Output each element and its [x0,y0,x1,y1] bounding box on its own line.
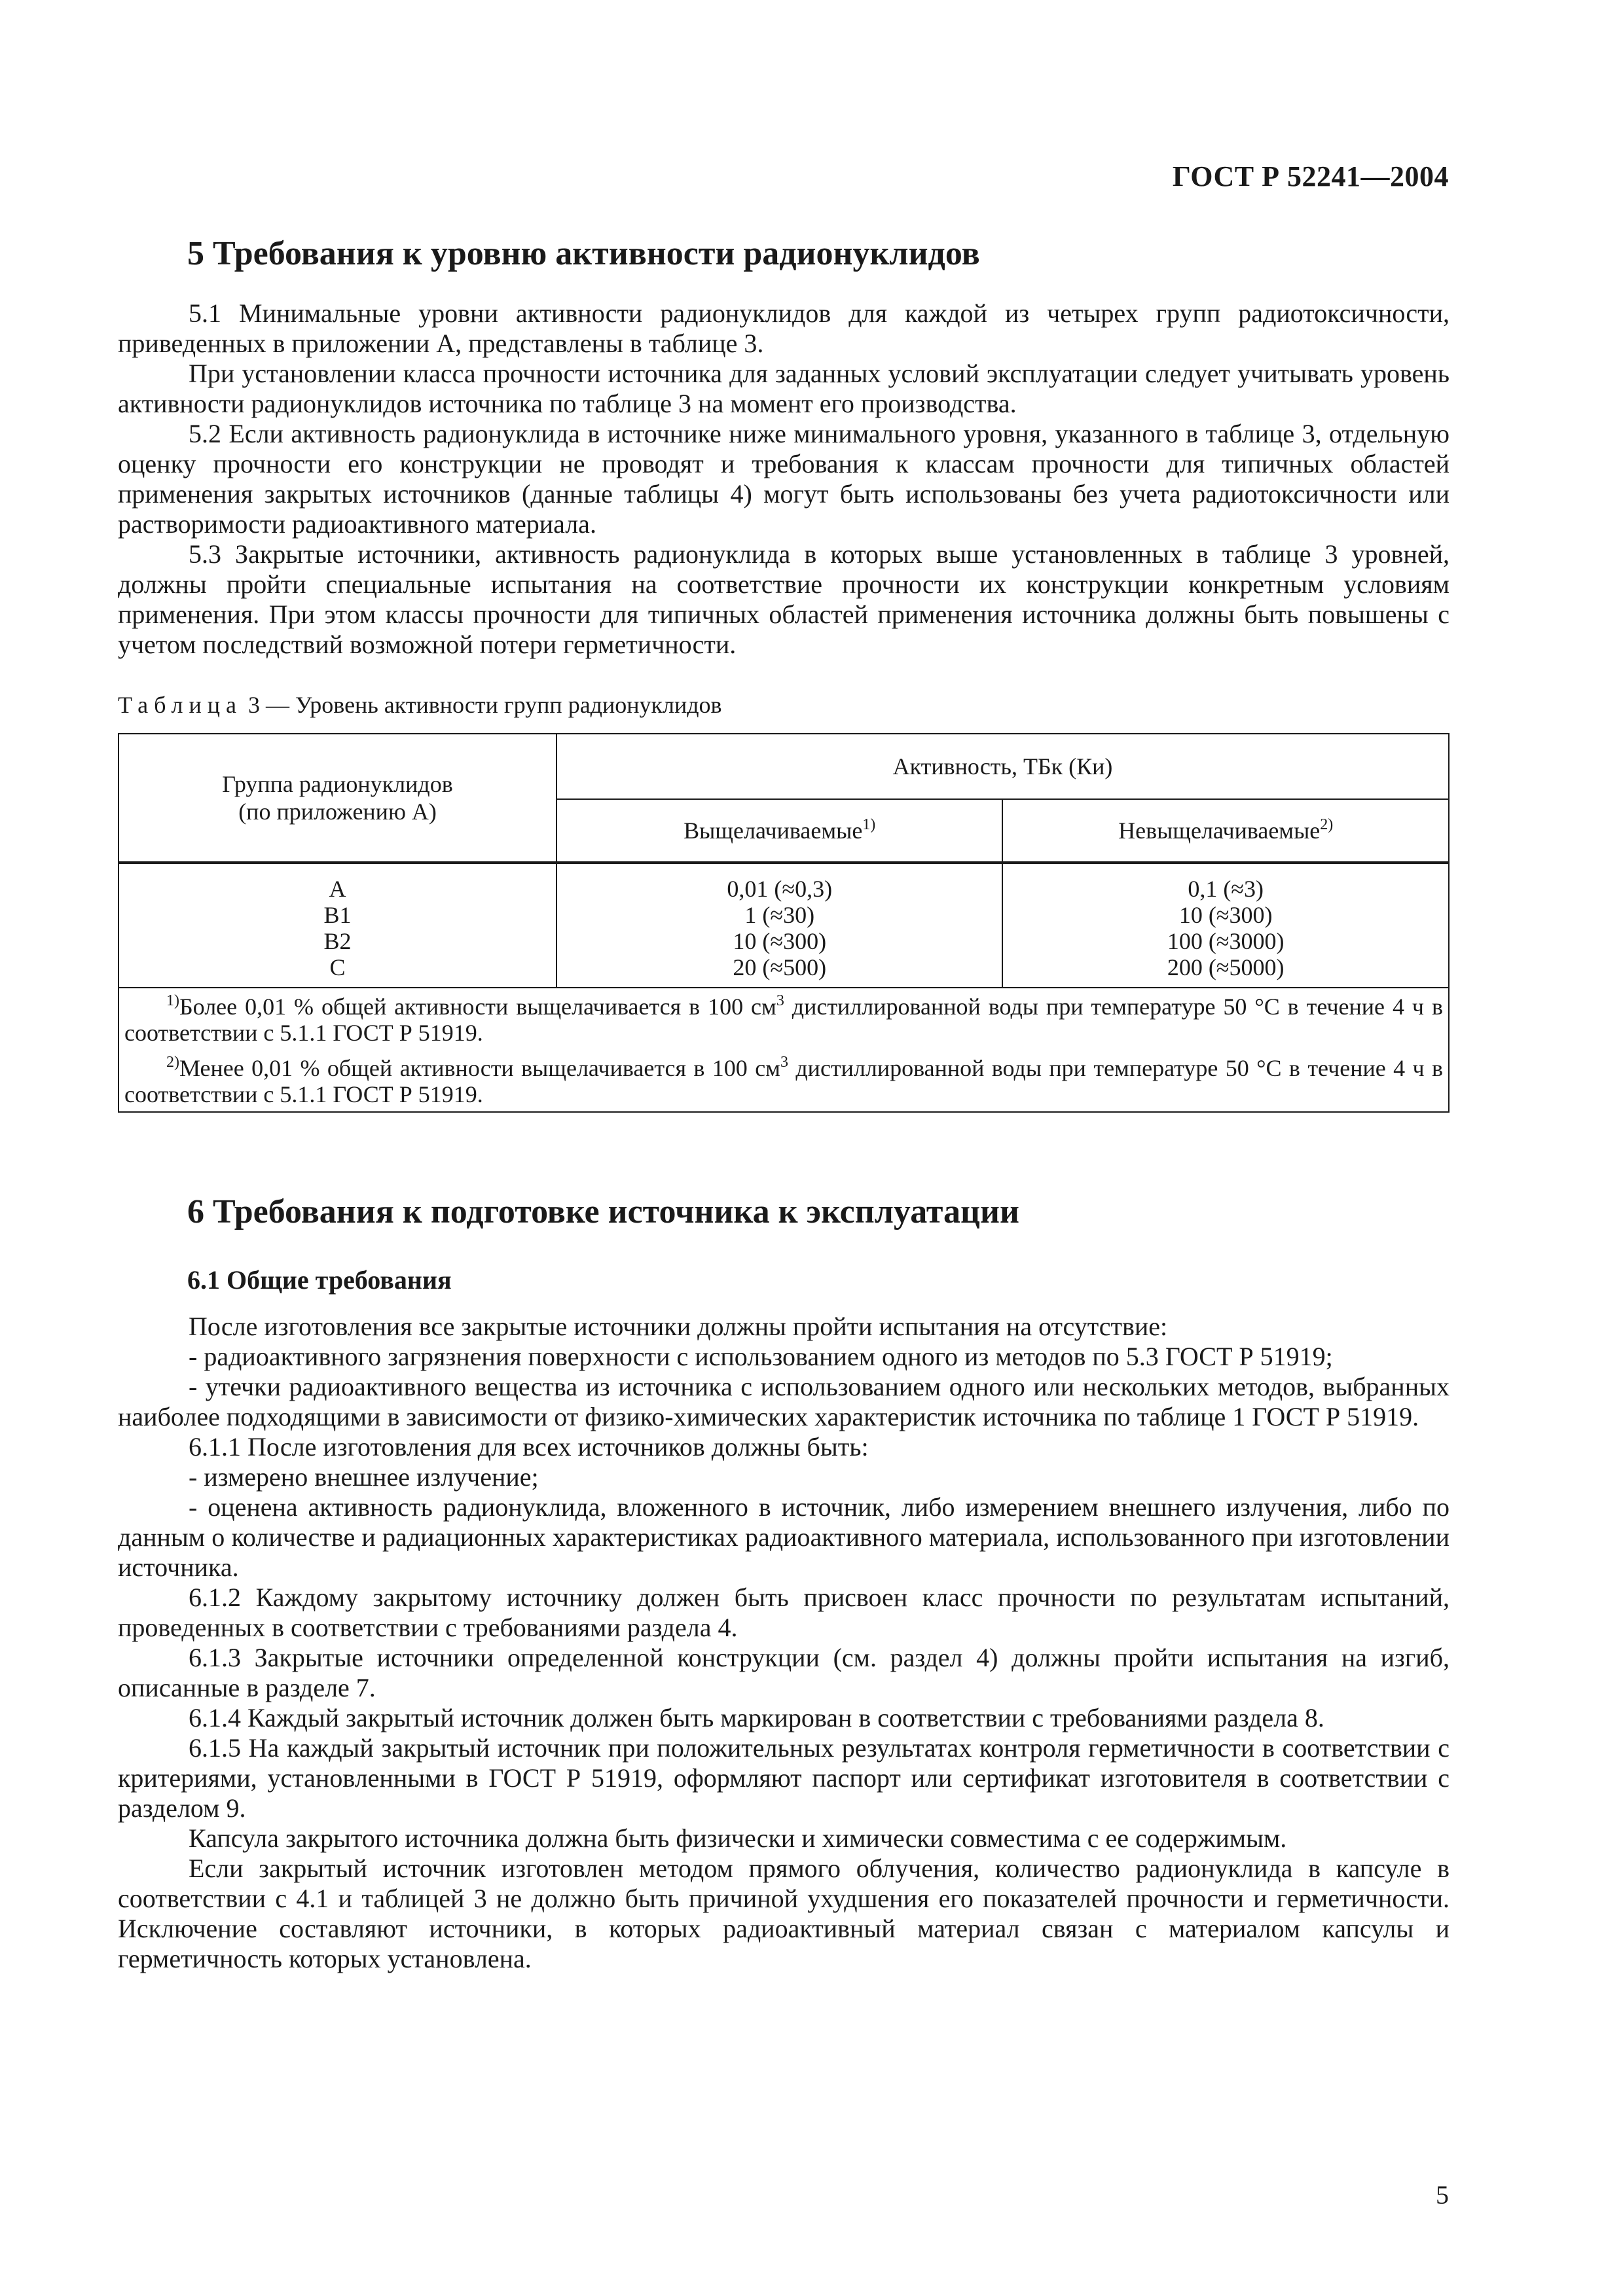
footnote-2-text-a: Менее 0,01 % общей активности выщелачивается в 100 см [179,1055,780,1081]
paragraph: При установлении класса прочности источника для заданных условий эксплуатации следует учитывать уровень активности радионуклидов источника по таблице 3 на момент его производства. [118,359,1450,418]
list-item: - утечки радиоактивного вещества из источника с использованием одного или нескольких методов, выбранных наиболее подходящими в зависимости от физико-химических характеристик источника по таблице 1 ГОСТ Р 51919. [118,1372,1450,1431]
footnote-1-mark: 1) [166,992,179,1009]
paragraph: После изготовления все закрытые источники должны пройти испытания на отсутствие: [189,1312,1168,1341]
table-3-caption [118,691,722,719]
paragraph: Если закрытый источник изготовлен методом прямого облучения, количество радионуклида в капсуле в соответствии с 4.1 и таблицей 3 не должно быть причиной ухудшения его показателей прочности и герметичности. Исключение составляют источники, в которых радиоактивный материал связан с материалом капсулы и герметичность которых установлена. [118,1854,1450,1973]
paragraph: 6.1.4 Каждый закрытый источник должен быть маркирован в соответствии с требованиями раздела 8. [189,1703,1324,1732]
header-nonleachable-label: Невыщелачиваемые [1118,817,1321,844]
cell-leachable: 0,01 (≈0,3) 1 (≈30) 10 (≈300) 20 (≈500) [556,863,1002,988]
subsection-6-1-title: 6.1 Общие требования [187,1265,452,1295]
header-activity: Активность, ТБк (Ки) [556,734,1449,799]
cell-groups: А В1 В2 С [119,863,556,988]
footnote-mark: 1) [862,816,876,833]
paragraph: 5.3 Закрытые источники, активность радионуклида в которых выше установленных в таблице 3 уровней, должны пройти специальные испытания на соответствие прочности их конструкции конкретным условиям применения. При этом классы прочности для типичных областей применения источника должны быть повышены с учетом последствий возможной потери герметичности. [118,539,1450,659]
paragraph: 6.1.1 После изготовления для всех источников должны быть: [189,1432,869,1462]
table-header-row [119,734,1449,799]
section-6-text [118,1312,1450,1974]
paragraph: 6.1.3 Закрытые источники определенной конструкции (см. раздел 4) должны пройти испытания на изгиб, описанные в разделе 7. [118,1643,1450,1702]
document-header: ГОСТ Р 52241—2004 [1172,160,1449,192]
table-3 [118,733,1450,1113]
footnote-mark: 2) [1320,816,1334,833]
paragraph: 5.1 Минимальные уровни активности радионуклидов для каждой из четырех групп радиотоксичности, приведенных в приложении А, представлены в таблице 3. [118,298,1450,358]
section-5-text [118,298,1450,660]
cell-nonleachable: 0,1 (≈3) 10 (≈300) 100 (≈3000) 200 (≈5000) [1002,863,1449,988]
caption-label: Таблица [118,692,242,718]
footnote-1-sup: 3 [776,992,784,1009]
paragraph: Капсула закрытого источника должна быть физически и химически совместима с ее содержимым. [189,1823,1287,1853]
paragraph: 6.1.5 На каждый закрытый источник при положительных результатах контроля герметичности в соответствии с критериями, установленными в ГОСТ Р 51919, оформляют паспорт или сертификат изготовителя в соответствии с разделом 9. [118,1733,1450,1823]
section-6-title: 6 Требования к подготовке источника к эксплуатации [187,1193,1019,1230]
footnote-2-mark: 2) [166,1054,179,1071]
table-footnote-row [119,988,1449,1050]
section-5-title: 5 Требования к уровню активности радионуклидов [187,235,980,272]
page-number: 5 [1436,2180,1449,2210]
footnote-1 [119,988,1449,1050]
paragraph: 5.2 Если активность радионуклида в источнике ниже минимального уровня, указанного в таблице 3, отдельную оценку прочности его конструкции не проводят и требования к классам прочности для типичных областей применения закрытых источников (данные таблицы 4) могут быть использованы без учета радиотоксичности или растворимости радиоактивного материала. [118,419,1450,539]
header-leachable [556,799,1002,863]
header-group-column: Группа радионуклидов (по приложению А) [119,734,556,863]
footnote-1-text-a: Более 0,01 % общей активности выщелачивается в 100 см [179,994,776,1020]
footnote-2-text-b: дистиллированной воды при температуре 50 °С в течение 4 ч в соответствии с 5.1.1 ГОСТ Р 51919. [124,1055,1443,1107]
footnote-2 [119,1050,1449,1112]
list-item: - оценена активность радионуклида, вложенного в источник, либо измерением внешнего излучения, либо по данным о количестве и радиационных характеристиках радиоактивного материала, использованного при изготовлении источника. [118,1492,1450,1582]
caption-text: 3 — Уровень активности групп радионуклидов [247,692,722,718]
paragraph: 6.1.2 Каждому закрытому источнику должен быть присвоен класс прочности по результатам испытаний, проведенных в соответствии с требованиями раздела 4. [118,1583,1450,1642]
header-leachable-label: Выщелачиваемые [684,817,863,844]
header-nonleachable [1002,799,1449,863]
footnote-2-sup: 3 [780,1054,788,1071]
table-data-row [119,863,1449,988]
footnote-1-text-b: дистиллированной воды при температуре 50 °С в течение 4 ч в соответствии с 5.1.1 ГОСТ Р 51919. [124,994,1443,1046]
list-item: - измерено внешнее излучение; [189,1462,539,1492]
table-footnote-row [119,1050,1449,1112]
list-item: - радиоактивного загрязнения поверхности с использованием одного из методов по 5.3 ГОСТ Р 51919; [189,1342,1333,1371]
